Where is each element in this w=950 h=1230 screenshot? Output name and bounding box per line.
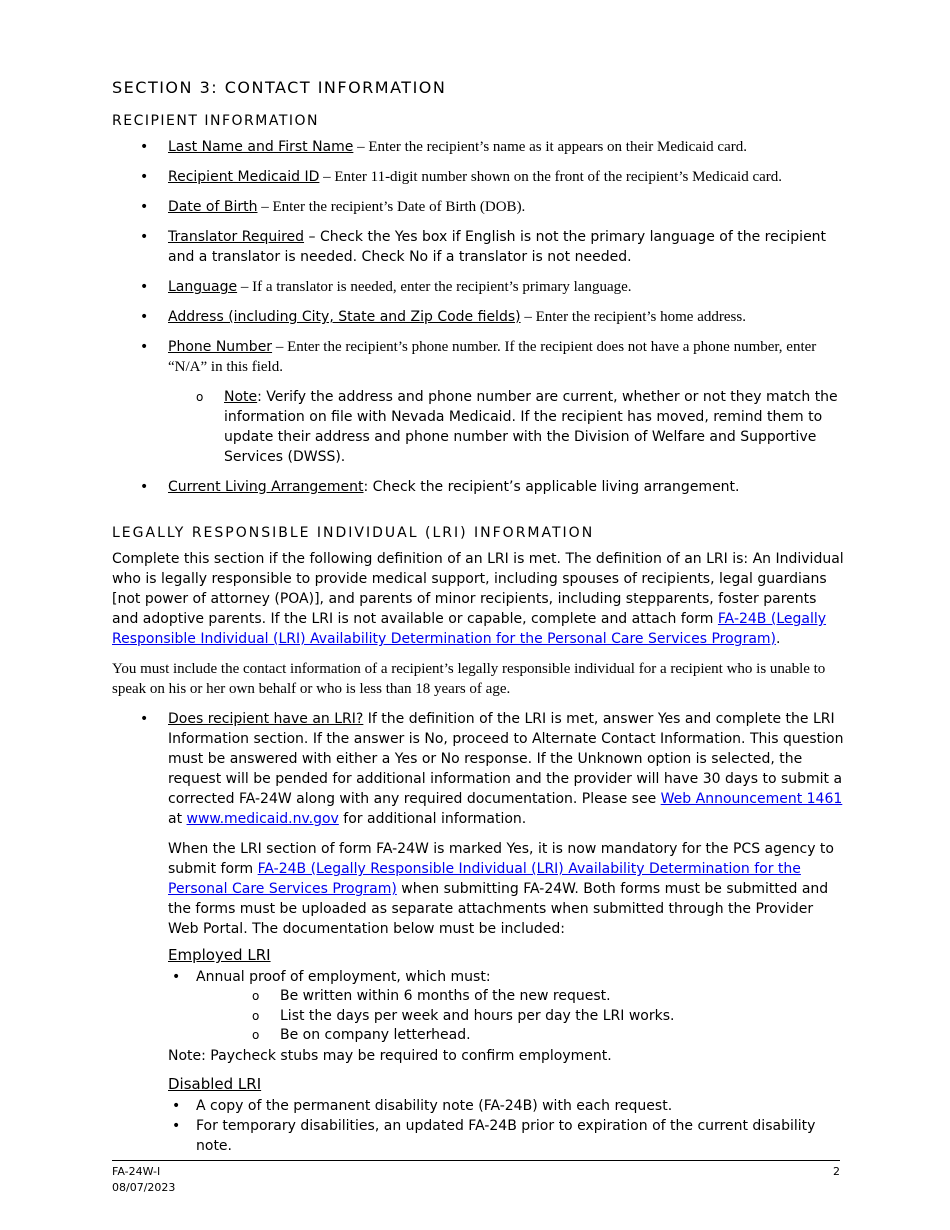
list-item: • For temporary disabilities, an updated FA-24B prior to expiration of the current disability note. — [168, 1116, 844, 1156]
document-page — [112, 78, 844, 1166]
mandatory-text: When the LRI section of form FA-24W is marked Yes, it is now mandatory for the PCS agency to submit form — [168, 841, 834, 877]
lri-question-mid: at — [168, 811, 187, 827]
field-term: Date of Birth — [168, 199, 258, 215]
field-description: – Check the Yes box if English is not the primary language of the recipient and a translator is needed. Check No if a translator is not needed. — [168, 229, 827, 265]
list-item — [112, 227, 844, 267]
note-term: Note — [224, 389, 258, 405]
employed-list — [168, 967, 844, 1046]
web-announcement-link[interactable]: Web Announcement 1461 — [660, 791, 843, 807]
list-item — [112, 477, 844, 497]
field-description: – Enter the recipient’s name as it appears on their Medicaid card. — [353, 139, 747, 155]
mandatory-text-2: when submitting FA-24W. Both forms must be submitted and the forms must be uploaded as separate attachments when submitted through the Provider Web Portal. The documentation below must be included: — [168, 881, 829, 937]
field-description: – Enter the recipient’s phone number. If the recipient does not have a phone number, enter “N/A” in this field. — [168, 339, 817, 375]
field-term: Address (including City, State and Zip Code fields) — [168, 309, 521, 325]
field-term: Recipient Medicaid ID — [168, 169, 320, 185]
list-item — [112, 277, 844, 297]
footer-form-id: FA-24W-I — [112, 1165, 161, 1178]
footer-date: 08/07/2023 — [112, 1181, 176, 1194]
lri-question-term: Does recipient have an LRI? — [168, 711, 364, 727]
lri-definition-text: Complete this section if the following definition of an LRI is met. The definition of an LRI is: An Individual who is legally responsible to provide medical support, including spouses of recipients, legal guardians [not power of attorney (POA)], and parents of minor recipients, including stepparents, foster parents and adoptive parents. If the LRI is not available or capable, complete and attach form — [112, 551, 844, 627]
lri-contact-paragraph: You must include the contact information of a recipient’s legally responsible individual for a recipient who is unable to speak on his or her own behalf or who is less than 18 years of age. — [112, 661, 826, 697]
note-text: : Verify the address and phone number are current, whether or not they match the information on file with Nevada Medicaid. If the recipient has moved, remind them to update their address and phone number with the Division of Welfare and Supportive Services (DWSS). — [224, 389, 838, 465]
employed-item-text: Annual proof of employment, which must: — [196, 969, 491, 985]
list-item — [112, 197, 844, 217]
field-term: Current Living Arrangement — [168, 479, 364, 495]
recipient-info-title: RECIPIENT INFORMATION — [112, 113, 320, 129]
lri-definition-end: . — [776, 631, 781, 647]
list-item — [112, 307, 844, 327]
field-term: Language — [168, 279, 238, 295]
lri-list — [112, 709, 844, 1156]
note-list — [168, 387, 844, 467]
field-description: – Enter the recipient’s home address. — [520, 309, 746, 325]
field-description: – If a translator is needed, enter the recipient’s primary language. — [237, 279, 632, 295]
list-item — [112, 709, 844, 1156]
section-title: SECTION 3: CONTACT INFORMATION — [112, 78, 447, 97]
list-item — [112, 167, 844, 187]
page-number: 2 — [833, 1165, 840, 1178]
disabled-lri-heading: Disabled LRI — [168, 1074, 262, 1093]
note-item — [168, 387, 844, 467]
list-item — [168, 967, 844, 1046]
medicaid-website-link[interactable]: www.medicaid.nv.gov — [186, 811, 339, 827]
fa-24b-link[interactable]: FA-24B (Legally Responsible Individual (LRI) Availability Determination for the Personal Care Services Program) — [112, 611, 827, 647]
disabled-list — [168, 1096, 844, 1156]
field-description: : Check the recipient’s applicable living arrangement. — [363, 479, 740, 495]
field-term: Phone Number — [168, 339, 273, 355]
page-footer — [112, 1160, 840, 1196]
employed-lri-heading: Employed LRI — [168, 946, 271, 964]
list-item: • A copy of the permanent disability note (FA-24B) with each request. — [168, 1096, 844, 1116]
employed-note: Note: Paycheck stubs may be required to confirm employment. — [168, 1047, 612, 1064]
field-description: – Enter the recipient’s Date of Birth (DOB). — [257, 199, 526, 215]
lri-title: LEGALLY RESPONSIBLE INDIVIDUAL (LRI) INFORMATION — [112, 525, 595, 541]
lri-question-text: If the definition of the LRI is met, answer Yes and complete the LRI Information section. If the answer is No, proceed to Alternate Contact Information. This question must be answered with either a Yes or No response. If the Unknown option is selected, the request will be pended for additional information and the provider will have 30 days to submit a corrected FA-24W along with any required documentation. Please see — [168, 711, 844, 807]
employed-sublist — [196, 987, 844, 1046]
lri-question-end: for additional information. — [338, 811, 527, 827]
list-item: o Be on company letterhead. — [196, 1026, 844, 1046]
list-item — [112, 137, 844, 157]
fa-24b-link-2[interactable]: FA-24B (Legally Responsible Individual (LRI) Availability Determination for the Personal Care Services Program) — [168, 861, 801, 897]
recipient-info-list — [112, 137, 844, 497]
list-item — [112, 337, 844, 467]
field-term: Translator Required — [168, 229, 305, 245]
list-item: o Be written within 6 months of the new request. — [196, 987, 844, 1007]
field-description: – Enter 11-digit number shown on the front of the recipient’s Medicaid card. — [319, 169, 783, 185]
lri-definition-paragraph — [112, 549, 844, 649]
field-term: Last Name and First Name — [168, 139, 354, 155]
list-item: o List the days per week and hours per day the LRI works. — [196, 1007, 844, 1027]
